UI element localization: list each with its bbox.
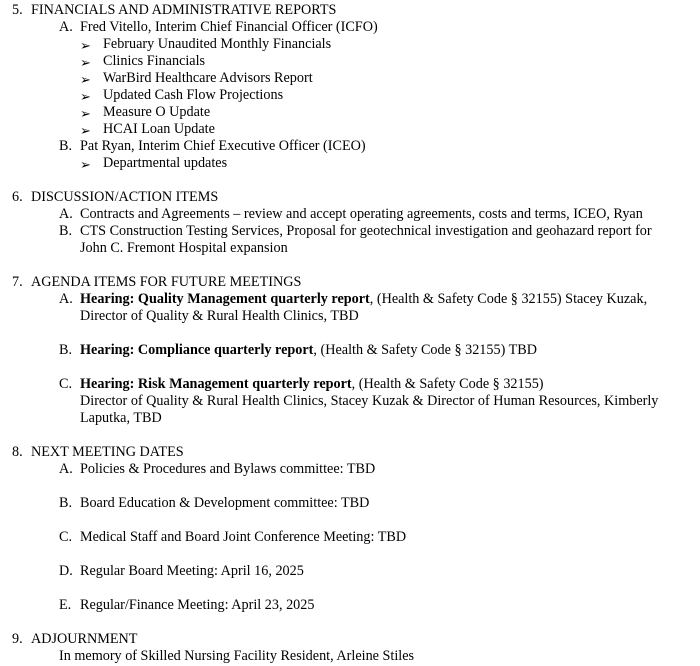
sub-item: Departmental updates bbox=[103, 155, 228, 171]
section-title: DISCUSSION/ACTION ITEMS bbox=[31, 189, 219, 205]
item-text-continued: Laputka, TBD bbox=[80, 410, 162, 426]
sub-item: Updated Cash Flow Projections bbox=[103, 87, 284, 103]
sub-item: Measure O Update bbox=[103, 104, 211, 120]
sub-item: WarBird Healthcare Advisors Report bbox=[103, 70, 313, 86]
item-letter: D. bbox=[59, 563, 73, 579]
item-text: Fred Vitello, Interim Chief Financial Officer (ICFO) bbox=[80, 19, 378, 35]
item-letter: B. bbox=[59, 138, 73, 154]
item-rest: , (Health & Safety Code § 32155) bbox=[351, 376, 544, 392]
item-text: Regular Board Meeting: April 16, 2025 bbox=[80, 563, 304, 579]
item-text bbox=[80, 376, 544, 393]
item-letter: B. bbox=[59, 342, 73, 358]
item-bold: Hearing: Quality Management quarterly report bbox=[80, 291, 370, 307]
section-number: 9. bbox=[12, 631, 23, 647]
item-letter: A. bbox=[59, 461, 73, 477]
item-text: Regular/Finance Meeting: April 23, 2025 bbox=[80, 597, 315, 613]
item-text: CTS Construction Testing Services, Proposal for geotechnical investigation and geohazard report for bbox=[80, 223, 652, 239]
bullet-arrow-icon: ➢ bbox=[80, 55, 91, 70]
item-text: Medical Staff and Board Joint Conference Meeting: TBD bbox=[80, 529, 407, 545]
item-rest: , (Health & Safety Code § 32155) Stacey Kuzak, bbox=[369, 291, 648, 307]
section-number: 5. bbox=[12, 2, 23, 18]
section-title: AGENDA ITEMS FOR FUTURE MEETINGS bbox=[31, 274, 302, 290]
item-text bbox=[80, 291, 647, 308]
section-title: NEXT MEETING DATES bbox=[31, 444, 184, 460]
bullet-arrow-icon: ➢ bbox=[80, 89, 91, 104]
sub-item: HCAI Loan Update bbox=[103, 121, 215, 137]
section-number: 6. bbox=[12, 189, 23, 205]
item-letter: A. bbox=[59, 206, 73, 222]
item-letter: A. bbox=[59, 291, 73, 307]
bullet-arrow-icon: ➢ bbox=[80, 123, 91, 138]
sub-item: February Unaudited Monthly Financials bbox=[103, 36, 332, 52]
section-title: FINANCIALS AND ADMINISTRATIVE REPORTS bbox=[31, 2, 337, 18]
item-letter: C. bbox=[59, 376, 73, 392]
bullet-arrow-icon: ➢ bbox=[80, 72, 91, 87]
item-text: Board Education & Development committee: TBD bbox=[80, 495, 370, 511]
item-text: Pat Ryan, Interim Chief Executive Officer (ICEO) bbox=[80, 138, 366, 154]
item-letter: B. bbox=[59, 495, 73, 511]
bullet-arrow-icon: ➢ bbox=[80, 106, 91, 121]
adjournment-note: In memory of Skilled Nursing Facility Resident, Arleine Stiles bbox=[59, 648, 415, 664]
item-text: Policies & Procedures and Bylaws committee: TBD bbox=[80, 461, 376, 477]
item-text-continued: John C. Fremont Hospital expansion bbox=[80, 240, 288, 256]
section-title: ADJOURNMENT bbox=[31, 631, 138, 647]
item-text-continued: Director of Quality & Rural Health Clinics, TBD bbox=[80, 308, 359, 324]
bullet-arrow-icon: ➢ bbox=[80, 157, 91, 172]
item-letter: A. bbox=[59, 19, 73, 35]
section-number: 8. bbox=[12, 444, 23, 460]
item-bold: Hearing: Risk Management quarterly report bbox=[80, 376, 352, 392]
item-text bbox=[80, 342, 537, 359]
item-bold: Hearing: Compliance quarterly report bbox=[80, 342, 314, 358]
item-text-continued: Director of Quality & Rural Health Clinics, Stacey Kuzak & Director of Human Resources, Kimberly bbox=[80, 393, 659, 409]
bullet-arrow-icon: ➢ bbox=[80, 38, 91, 53]
item-text: Contracts and Agreements – review and accept operating agreements, costs and terms, ICEO, Ryan bbox=[80, 206, 643, 222]
item-letter: B. bbox=[59, 223, 73, 239]
item-letter: E. bbox=[59, 597, 72, 613]
item-letter: C. bbox=[59, 529, 73, 545]
item-rest: , (Health & Safety Code § 32155) TBD bbox=[313, 342, 537, 358]
sub-item: Clinics Financials bbox=[103, 53, 206, 69]
section-number: 7. bbox=[12, 274, 23, 290]
